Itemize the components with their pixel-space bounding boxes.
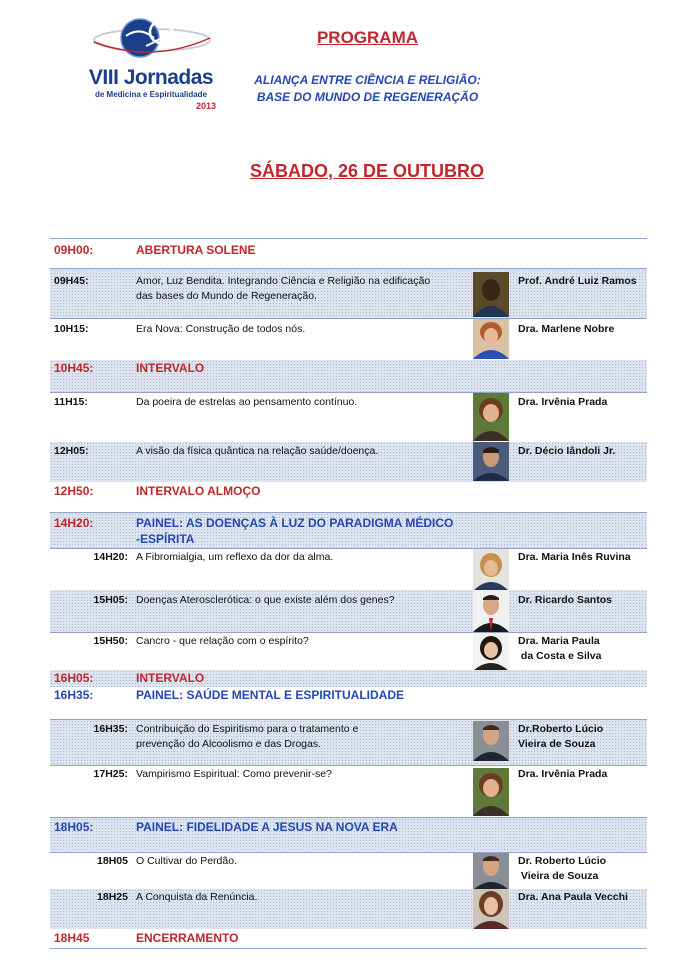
- program-subtitle: [0, 72, 697, 106]
- session-time: 18H45: [54, 931, 90, 945]
- talk-title-line: prevenção do Alcoolismo e das Drogas.: [136, 738, 322, 750]
- speaker-name-line: Vieira de Souza: [518, 738, 596, 750]
- speaker-name: [518, 722, 603, 752]
- schedule-row: [50, 590, 647, 632]
- talk-time: 16H35:: [93, 723, 128, 735]
- logo-title: VIII Jornadas: [88, 66, 214, 89]
- session-title: ENCERRAMENTO: [136, 931, 239, 945]
- speaker-photo: [473, 721, 509, 761]
- talk-title: Doenças Aterosclerótica: o que existe além dos genes?: [136, 594, 395, 606]
- speaker-portrait-icon: [473, 442, 509, 481]
- talk-title: Vampirismo Espiritual: Como prevenir-se?: [136, 768, 332, 780]
- panel-title: PAINEL: SAÚDE MENTAL E ESPIRITUALIDADE: [136, 688, 405, 702]
- speaker-portrait-icon: [473, 319, 509, 359]
- speaker-name: [518, 854, 606, 884]
- speaker-portrait-icon: [473, 272, 509, 317]
- speaker-portrait-icon: [473, 721, 509, 761]
- speaker-name: Prof. André Luiz Ramos: [518, 275, 637, 287]
- speaker-photo: [473, 442, 509, 481]
- speaker-photo: [473, 853, 509, 890]
- talk-time: 09H45:: [54, 275, 89, 287]
- program-title: PROGRAMA: [316, 28, 419, 47]
- speaker-name: Dra. Marlene Nobre: [518, 323, 615, 335]
- session-title: INTERVALO: [136, 671, 205, 685]
- talk-time: 11H15:: [54, 396, 88, 408]
- schedule-row: [50, 512, 647, 548]
- session-time: 14H20:: [54, 516, 94, 530]
- speaker-photo: [473, 633, 509, 671]
- session-title: ABERTURA SOLENE: [136, 243, 256, 257]
- speaker-portrait-icon: [473, 590, 509, 632]
- logo-year: 2013: [195, 101, 216, 111]
- speaker-name: Dra. Irvênia Prada: [518, 768, 608, 780]
- schedule-row: [50, 852, 647, 889]
- schedule-row: [50, 360, 647, 392]
- talk-time: 18H05: [97, 855, 128, 867]
- session-time: 09H00:: [54, 243, 94, 257]
- schedule-row: [50, 670, 647, 687]
- day-title: SÁBADO, 26 DE OUTUBRO: [249, 161, 485, 181]
- session-title: INTERVALO: [136, 361, 205, 375]
- panel-title-line: -ESPÍRITA: [136, 532, 195, 546]
- speaker-portrait-icon: [473, 549, 509, 591]
- talk-title: A visão da física quântica na relação saúde/doença.: [136, 445, 379, 457]
- panel-title: PAINEL: FIDELIDADE A JESUS NA NOVA ERA: [136, 820, 398, 834]
- schedule-row: [50, 392, 647, 442]
- schedule-row: [50, 548, 647, 590]
- speaker-name-line: Dr. Roberto Lúcio: [518, 855, 607, 867]
- talk-time: 15H05:: [93, 594, 128, 606]
- schedule-row: [50, 929, 647, 949]
- talk-time: 15H50:: [93, 635, 128, 647]
- schedule-row: [50, 318, 647, 360]
- speaker-name: [518, 634, 601, 664]
- speaker-portrait-icon: [473, 768, 509, 816]
- speaker-portrait-icon: [473, 633, 509, 671]
- talk-title-line: Contribuição do Espiritismo para o tratamento e: [136, 723, 359, 735]
- speaker-portrait-icon: [473, 393, 509, 441]
- speaker-portrait-icon: [473, 853, 509, 890]
- schedule-row: [50, 482, 647, 512]
- speaker-name-line: Dr.Roberto Lúcio: [518, 723, 604, 735]
- talk-title: Era Nova: Construção de todos nós.: [136, 323, 306, 335]
- speaker-portrait-icon: [473, 889, 509, 929]
- speaker-name: Dra. Irvênia Prada: [518, 396, 608, 408]
- talk-time: 14H20:: [93, 551, 128, 563]
- session-title: INTERVALO ALMOÇO: [136, 484, 261, 498]
- schedule-row: [50, 687, 647, 719]
- talk-title: O Cultivar do Perdão.: [136, 855, 237, 867]
- schedule-row: [50, 889, 647, 929]
- panel-title: [136, 515, 453, 547]
- speaker-name-line: Vieira de Souza: [518, 870, 599, 882]
- schedule-row: [50, 765, 647, 817]
- session-time: 16H35:: [54, 688, 94, 702]
- speaker-photo: [473, 889, 509, 929]
- speaker-photo: [473, 549, 509, 591]
- speaker-photo: [473, 768, 509, 816]
- schedule-row: [50, 719, 647, 765]
- schedule-row: [50, 632, 647, 670]
- talk-time: 10H15:: [54, 323, 89, 335]
- talk-title: Da poeira de estrelas ao pensamento contínuo.: [136, 396, 358, 408]
- panel-title-line: PAINEL: AS DOENÇAS À LUZ DO PARADIGMA MÉDICO: [136, 516, 454, 530]
- speaker-photo: [473, 393, 509, 441]
- talk-title: [136, 722, 358, 752]
- session-time: 12H50:: [54, 484, 94, 498]
- talk-title: A Conquista da Renúncia.: [136, 891, 258, 903]
- talk-title: A Fibromialgia, um reflexo da dor da alma.: [136, 551, 334, 563]
- talk-time: 17H25:: [93, 768, 128, 780]
- speaker-name: Dr. Ricardo Santos: [518, 594, 612, 606]
- speaker-name: Dra. Ana Paula Vecchi: [518, 891, 628, 903]
- schedule-row: [50, 238, 647, 268]
- session-time: 18H05:: [54, 820, 94, 834]
- talk-title: Cancro - que relação com o espírito?: [136, 635, 309, 647]
- talk-time: 12H05:: [54, 445, 89, 457]
- talk-title-line: Amor, Luz Bendita. Integrando Ciência e Religião na edificação: [136, 275, 431, 287]
- logo-subtitle: de Medicina e Espiritualidade: [94, 90, 208, 99]
- schedule-row: [50, 268, 647, 318]
- session-time: 10H45:: [54, 361, 94, 375]
- schedule-row: [50, 817, 647, 852]
- session-time: 16H05:: [54, 671, 94, 685]
- talk-title-line: das bases do Mundo de Regeneração.: [136, 290, 317, 302]
- speaker-photo: [473, 319, 509, 359]
- speaker-name-line: Dra. Maria Paula: [518, 635, 600, 647]
- speaker-name-line: da Costa e Silva: [518, 650, 602, 662]
- speaker-name: Dr. Décio Iândoli Jr.: [518, 445, 616, 457]
- talk-time: 18H25: [97, 891, 128, 903]
- schedule-row: [50, 442, 647, 482]
- speaker-name: Dra. Maria Inês Ruvina: [518, 551, 631, 563]
- speaker-photo: [473, 590, 509, 632]
- talk-title: [136, 274, 430, 304]
- program-subtitle-line: BASE DO MUNDO DE REGENERAÇÃO: [256, 90, 479, 104]
- speaker-photo: [473, 272, 509, 317]
- program-subtitle-line: ALIANÇA ENTRE CIÊNCIA E RELIGIÃO:: [254, 73, 481, 87]
